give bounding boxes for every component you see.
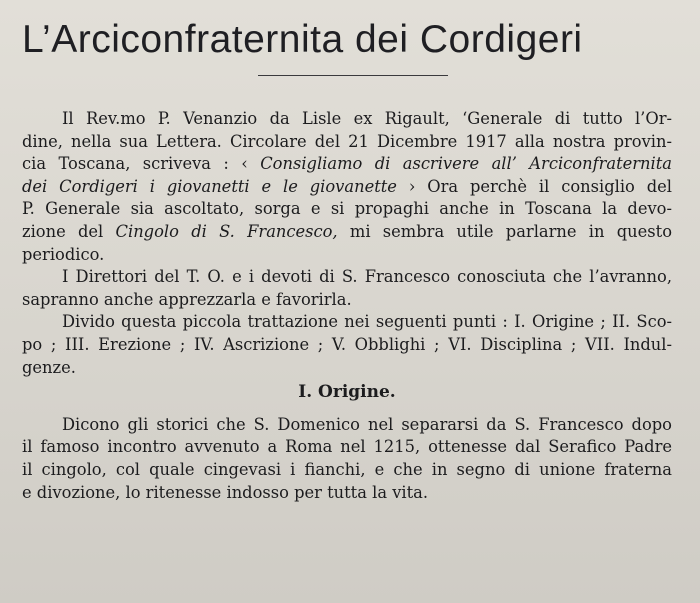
text-line: zione del Cingolo di S. Francesco, mi sembra utile parlarne in questo	[22, 221, 672, 241]
paragraph-outline	[22, 311, 672, 379]
text-line: il famoso incontro avvenuto a Roma nel 1215, ottenesse dal Serafico Padre	[22, 437, 672, 457]
text-line: dei Cordigeri i giovanetti e le giovanette › Ora perchè il consiglio del	[22, 176, 672, 196]
text-line: Dicono gli storici che S. Domenico nel separarsi da S. Francesco dopo	[62, 414, 672, 434]
text-line: e divozione, lo ritenesse indosso per tutta la vita.	[22, 482, 429, 502]
text-line: po ; III. Erezione ; IV. Ascrizione ; V. Obblighi ; VI. Disciplina ; VII. Indul-	[22, 334, 672, 354]
text-line: I Direttori del T. O. e i devoti di S. Francesco conosciuta che l’avranno,	[62, 267, 672, 287]
text-line: Il Rev.mo P. Venanzio da Lisle ex Rigault, ‘Generale di tutto l’Or-	[62, 109, 672, 128]
quoted-text: dei Cordigeri i giovanetti e le giovanette	[22, 176, 397, 196]
text-line: periodico.	[22, 244, 105, 264]
section-heading: I. Origine.	[298, 382, 396, 403]
text-line: sapranno anche apprezzarla e favorirla.	[22, 289, 352, 309]
text-line: cia Toscana, scriveva : ‹ Consigliamo di ascrivere all’ Arciconfraternita	[22, 154, 672, 174]
title-divider	[258, 75, 448, 76]
quoted-text: Consigliamo di ascrivere all’ Arciconfraternita	[260, 154, 672, 174]
paragraph-letter	[22, 108, 672, 266]
text-line: Divido questa piccola trattazione nei seguenti punti : I. Origine ; II. Sco-	[62, 312, 672, 332]
text-line: P. Generale sia ascoltato, sorga e si propaghi anche in Toscana la devo-	[22, 199, 672, 219]
paragraph-directors	[22, 266, 672, 311]
italic-term: Cingolo di S. Francesco,	[115, 221, 338, 241]
text-line: genze.	[22, 357, 76, 377]
text-line: dine, nella sua Lettera. Circolare del 21 Dicembre 1917 alla nostra provin-	[22, 131, 672, 151]
text-line: il cingolo, col quale cingevasi i fianchi, e che in segno di unione fraterna	[22, 459, 672, 479]
paragraph-origin	[22, 414, 672, 504]
document-body	[22, 108, 672, 504]
document-title: L’Arciconfraternita dei Cordigeri	[22, 18, 583, 61]
